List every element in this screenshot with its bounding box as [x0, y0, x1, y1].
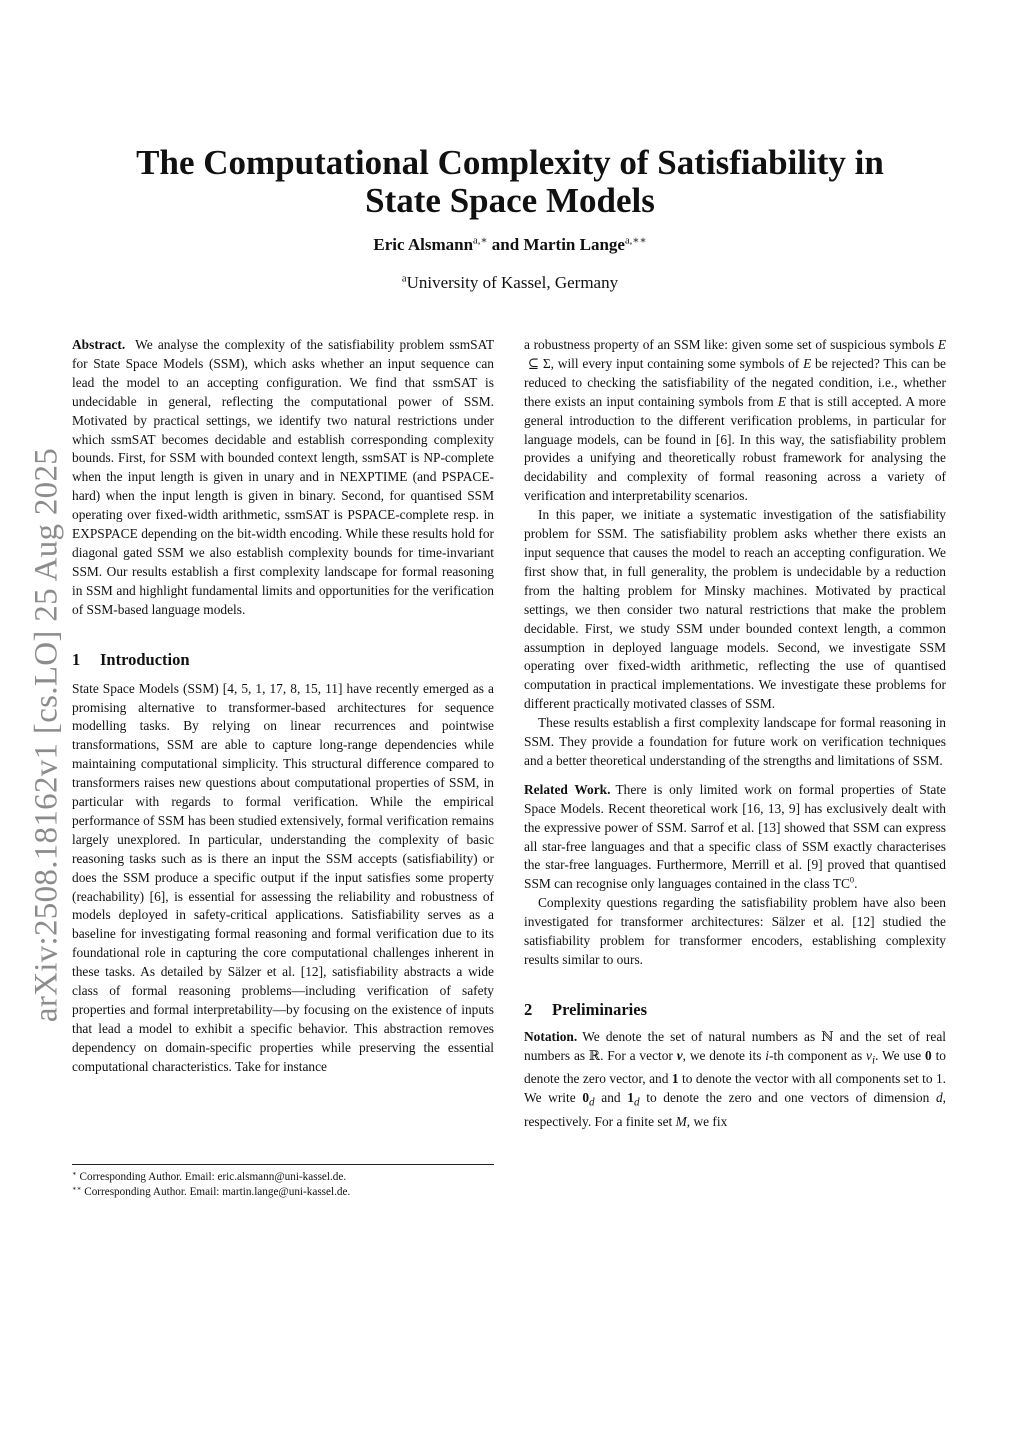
title-line-1: The Computational Complexity of Satisfiability in [136, 143, 884, 182]
author-name: Martin Lange [523, 235, 625, 254]
text-run: to denote the zero and one vectors of dimension [639, 1090, 936, 1106]
math-symbol: ℝ [588, 1047, 601, 1063]
text-run: , we fix [686, 1113, 728, 1129]
math-symbol: 0 [925, 1047, 932, 1063]
math-symbol: 1 [627, 1090, 634, 1106]
section-number: 1 [72, 649, 81, 669]
affiliation [90, 273, 930, 293]
left-column [72, 336, 494, 1077]
notation-label: Notation. [524, 1028, 578, 1044]
abstract-text: We analyse the complexity of the satisfiability problem ssmSAT for State Space Models (SSM), which asks whether an input sequence can lead the model to an accepting configuration. We find that ssmSAT is undecidable in general, reflecting the computational power of SSM. Motivated by practical settings, we identify two natural restrictions under which ssmSAT becomes decidable and establish corresponding complexity bounds. First, for SSM with bounded context length, ssmSAT is NP-complete when the input length is given in unary and in NEXPTIME (and PSPACE-hard) when the input length is given in binary. Second, for quantised SSM operating over fixed-width arithmetic, ssmSAT is PSPACE-complete resp. in EXPSPACE depending on the bit-width encoding. While these results hold for diagonal gated SSM we also establish complexity bounds for time-invariant SSM. Our results establish a first complexity landscape for formal reasoning in SSM and highlight fundamental limits and opportunities for the verification of SSM-based language models. [72, 337, 494, 617]
footnote [72, 1170, 494, 1185]
right-column [524, 336, 946, 1132]
math-symbol: ℕ [821, 1028, 834, 1044]
math-operator: ⊆ [524, 355, 543, 371]
footnotes [72, 1164, 494, 1200]
text-run: and [594, 1090, 628, 1106]
affiliation-mark: a [401, 273, 407, 285]
related-work-paragraph [524, 781, 946, 894]
abstract-label: Abstract. [72, 337, 126, 352]
math-subscript: i [871, 1054, 876, 1067]
math-symbol: Σ [542, 355, 551, 371]
text-run: -th component as [769, 1047, 867, 1063]
section-heading-introduction [72, 650, 494, 670]
title-line-2: State Space Models [365, 181, 655, 220]
superscript: 0 [849, 875, 855, 885]
section-number: 2 [524, 999, 533, 1019]
text-run: There is only limited work on formal properties of State Space Models. Recent theoretical work [16, 13, 9] has exclusively dealt with the expressive power of SSM. Sarrof et al. [13] showed that SSM can express all star-free languages and that a specific class of SSM exactly characterises the star-free languages. Furthermore, Merrill et al. [9] proved that quantised SSM can recognise only languages contained in the class TC [524, 781, 946, 892]
arxiv-identifier: arXiv:2508.18162v1 [cs.LO] 25 Aug 2025 [28, 447, 65, 1023]
math-symbol: E [777, 393, 786, 409]
abstract [72, 336, 494, 620]
text-run: . [854, 876, 858, 892]
related-work-label: Related Work. [524, 781, 611, 797]
math-subscript: d [633, 1096, 640, 1109]
affiliation-text: University of Kassel, Germany [406, 273, 619, 292]
text-run: , we denote its [682, 1047, 766, 1063]
section-heading-preliminaries [524, 1000, 946, 1020]
math-subscript: d [589, 1096, 595, 1109]
author-affiliation-mark: a,∗ [473, 235, 488, 247]
footnote-text: Corresponding Author. Email: eric.alsmann@uni-kassel.de. [76, 1171, 347, 1183]
intro-paragraph: State Space Models (SSM) [4, 5, 1, 17, 8, 15, 11] have recently emerged as a promising alternative to transformer-based architectures for sequence modelling tasks. By relying on linear recurrences and pointwise transformations, SSM are able to capture long-range dependencies while maintaining computational simplicity. This structural difference compared to transformers raises new questions about computational properties of SSM, in particular with regards to formal verification. While the empirical performance of SSM has been studied extensively, formal verification remains largely unexplored. In particular, understanding the complexity of basic reasoning tasks such as is there an input the SSM accepts (satisfiability) or does the SSM produce a specific output if the input satisfies some property (reachability) [6], is essential for assessing the reliability and robustness of models deployed in safety-critical applications. Satisfiability serves as a baseline for investigating formal reasoning and formal verification due to its foundational role in capturing the core computational challenges inherent in these tasks. As detailed by Sälzer et al. [12], satisfiability abstracts a wide class of formal reasoning problems—including verification of safety properties and formal interpretability—by focusing on the existence of inputs that lead a model to exhibit a specific behavior. This abstraction removes dependency on domain-specific properties while preserving the essential computational characteristics. Take for instance [72, 680, 494, 1074]
text-run: a robustness property of an SSM like: given some set of suspicious symbols [524, 337, 938, 352]
section-title: Introduction [100, 649, 190, 669]
math-symbol: d [935, 1090, 943, 1106]
text-run: and the set of real numbers as [524, 1028, 946, 1063]
text-run: We denote the set of natural numbers as [582, 1028, 822, 1044]
section-title: Preliminaries [552, 999, 648, 1019]
author-affiliation-mark: a,∗∗ [624, 235, 647, 247]
text-run: be rejected? This can be reduced to checking the satisfiability of the negated condition, i.e., whether there exists an input containing symbols from [524, 355, 946, 409]
footnote-mark: ∗∗ [72, 1184, 82, 1193]
math-symbol: E [937, 337, 946, 352]
math-symbol: i [765, 1047, 770, 1063]
footnote [72, 1185, 494, 1200]
math-symbol: M [675, 1113, 687, 1129]
math-symbol: E [803, 355, 812, 371]
text-run: , respectively. For a finite set [524, 1090, 946, 1129]
text-run: . For a vector [600, 1047, 677, 1063]
text-run: to denote the zero vector, and [524, 1047, 946, 1087]
text-run: that is still accepted. A more general introduction to the different verification problems, in particular for language models, can be found in [6]. In this way, the satisfiability problem provides a unifying and theoretically robust framework for analysing the decidability and complexity of formal reasoning across a variety of verification and interpretability scenarios. [524, 393, 946, 504]
math-symbol: 0 [582, 1090, 590, 1106]
intro-paragraph-2: In this paper, we initiate a systematic investigation of the satisfiability problem for SSM. The satisfiability problem asks whether there exists an input sequence that causes the model to reach an accepting configuration. We first show that, in full generality, the problem is undecidable by a reduction from the halting problem for Minsky machines. Motivated by practical settings, we then consider two natural restrictions that make the problem decidable. First, we study SSM under bounded context length, a common assumption in deployed language models. Second, we investigate SSM operating over fixed-width arithmetic, reflecting the use of quantised computation in practical implementations. We investigate these problems for different practically motivated classes of SSM. [524, 507, 946, 712]
notation-paragraph [524, 1028, 946, 1132]
math-symbol: 1 [671, 1071, 679, 1087]
intro-paragraph-3: These results establish a first complexity landscape for formal reasoning in SSM. They provide a foundation for future work on verification techniques and a better theoretical understanding of the strengths and limitations of SSM. [524, 715, 946, 768]
intro-paragraph-continued [524, 336, 946, 506]
math-symbol: v [676, 1047, 683, 1063]
math-symbol: v [866, 1047, 872, 1063]
author-list [90, 235, 930, 255]
footnote-mark: ∗ [72, 1169, 77, 1178]
text-run: , will every input containing some symbols of [550, 355, 804, 371]
author-name: Eric Alsmann [373, 235, 474, 254]
text-run: to denote the vector with all components set to 1. We write [524, 1071, 946, 1106]
text-run: . We use [875, 1047, 926, 1063]
author-connector: and [487, 235, 524, 254]
footnote-text: Corresponding Author. Email: martin.lange@uni-kassel.de. [81, 1186, 351, 1198]
related-work-paragraph-2: Complexity questions regarding the satisfiability problem have also been investigated for transformer architectures: Sälzer et al. [12] studied the satisfiability problem for transformer encoders, establishing complexity results similar to ours. [524, 895, 946, 967]
paper-title [90, 144, 930, 220]
